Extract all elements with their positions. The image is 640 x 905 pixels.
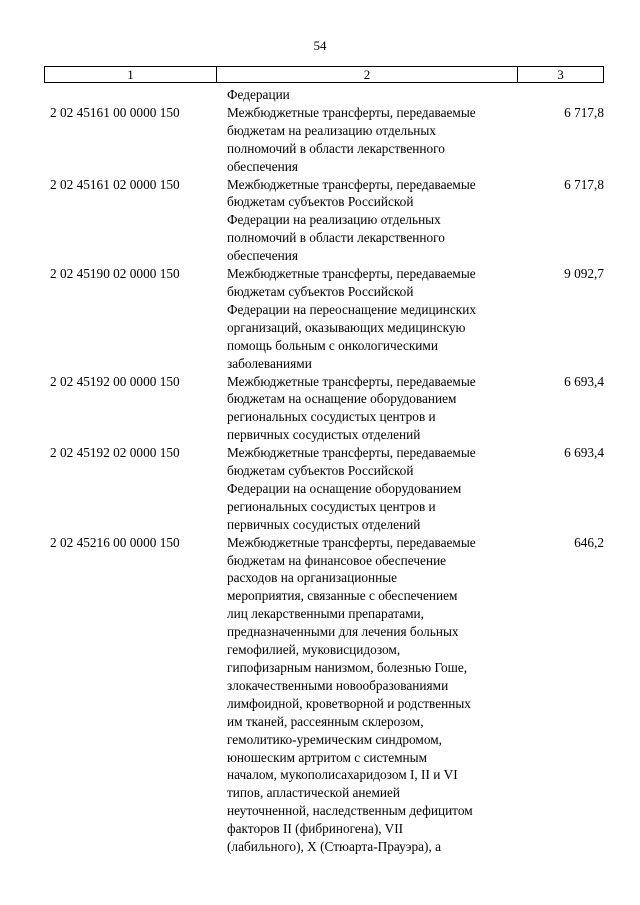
row-name: Межбюджетные трансферты, передаваемые бюджетам субъектов Российской Федерации на оснащение оборудованием региональных сосудистых центров и первичных сосудистых отделений (227, 445, 476, 532)
row-name: Межбюджетные трансферты, передаваемые бюджетам на реализацию отдельных полномочий в области лекарственного обеспечения (227, 104, 476, 174)
row-name: Межбюджетные трансферты, передаваемые бюджетам субъектов Российской Федерации на переоснащение медицинских организаций, оказывающих медицинскую помощь больным с онкологическими заболеваниями (227, 266, 477, 371)
row-sum: 646,2 (574, 534, 604, 550)
row-code: 2 02 45190 02 0000 150 (50, 266, 180, 282)
row-name: Межбюджетные трансферты, передаваемые бюджетам субъектов Российской Федерации на реализацию отдельных полномочий в области лекарственного обеспечения (227, 176, 476, 264)
row-code: 2 02 45192 00 0000 150 (50, 373, 180, 389)
page-number: 54 (313, 38, 327, 53)
table-row (44, 265, 604, 372)
row-code: 2 02 45161 02 0000 150 (50, 176, 180, 192)
table-row (44, 176, 604, 266)
row-name: Федерации (227, 87, 290, 102)
column-header-sum: 3 (557, 67, 564, 82)
row-sum: 6 693,4 (564, 445, 604, 461)
table-row (44, 373, 604, 445)
row-code: 2 02 45216 00 0000 150 (50, 534, 180, 550)
row-code: 2 02 45161 00 0000 150 (50, 104, 180, 120)
row-name: Межбюджетные трансферты, передаваемые бюджетам на финансовое обеспечение расходов на организационные мероприятия, связанные с обеспечением лиц лекарственными препаратами, предназначенными для лечения больных гемофилией, муковисцидозом, гипофизарным нанизмом, болезнью Гоше, злокачественными новообразованиями лимфоидной, кроветворной и родственных им тканей, рассеянным склерозом, гемолитико-уремическим синдромом, юношеским артритом с системным началом, мукополисахаридозом I, II и VI типов, апластической анемией неуточненной, наследственным дефицитом факторов II (фибриногена), VII (лабильного), X (Стюарта-Прауэра), а (227, 534, 476, 855)
row-code: 2 02 45192 02 0000 150 (50, 445, 180, 461)
row-name: Межбюджетные трансферты, передаваемые бюджетам на оснащение оборудованием региональных сосудистых центров и первичных сосудистых отделений (227, 373, 476, 443)
row-sum: 9 092,7 (564, 266, 604, 282)
column-header-code: 1 (45, 67, 217, 82)
table-row (44, 104, 604, 176)
table-row (44, 444, 604, 534)
table-header-row (44, 66, 604, 83)
row-sum: 6 693,4 (564, 373, 604, 389)
column-header-name: 2 (217, 67, 518, 82)
row-sum: 6 717,8 (564, 176, 604, 192)
row-sum: 6 717,8 (564, 104, 604, 120)
table-row (44, 534, 604, 856)
table-row (44, 86, 604, 104)
table-body (44, 86, 604, 856)
